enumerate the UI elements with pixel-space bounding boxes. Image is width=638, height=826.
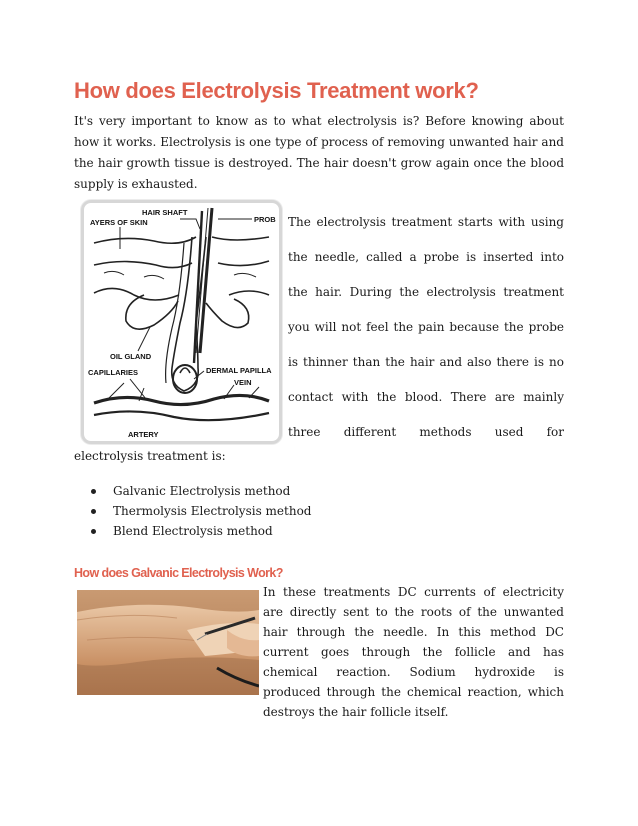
hair-follicle-illustration xyxy=(84,203,279,441)
label-vein: VEIN xyxy=(234,378,252,387)
arm-treatment-image xyxy=(77,590,259,695)
label-layers-of-skin: AYERS OF SKIN xyxy=(90,218,148,227)
side-line: you will not feel the pain because the probe xyxy=(288,320,564,334)
section-heading: How does Galvanic Electrolysis Work? xyxy=(74,566,283,580)
side-paragraph-continuation: electrolysis treatment is: xyxy=(74,449,226,463)
methods-list xyxy=(90,481,312,541)
label-capillaries: CAPILLARIES xyxy=(88,368,139,377)
side-line: the needle, called a probe is inserted into xyxy=(288,250,564,264)
list-item: Blend Electrolysis method xyxy=(90,521,312,541)
side-line: The electrolysis treatment starts with using xyxy=(288,215,564,229)
side-line: the hair. During the electrolysis treatment xyxy=(288,285,564,299)
side-paragraph xyxy=(288,205,564,450)
list-item: Thermolysis Electrolysis method xyxy=(90,501,312,521)
side-line: is thinner than the hair and also there is no xyxy=(288,355,564,369)
label-dermal-papilla: DERMAL PAPILLA xyxy=(206,366,272,375)
electrolysis-photo xyxy=(77,590,259,695)
side-line: contact with the blood. There are mainly xyxy=(288,390,564,404)
label-oil-gland: OIL GLAND xyxy=(110,352,152,361)
intro-paragraph: It's very important to know as to what electrolysis is? Before knowing about how it works. Electrolysis is one type of process of removing unwanted hair and the hair growth tissue is destroyed. The hair doesn't grow again once the blood supply is exhausted. xyxy=(74,114,564,191)
label-hair-shaft: HAIR SHAFT xyxy=(142,208,188,217)
side-line: three different methods used for xyxy=(288,425,564,439)
page-title: How does Electrolysis Treatment work? xyxy=(74,78,479,103)
label-probe: PROB xyxy=(254,215,276,224)
list-item: Galvanic Electrolysis method xyxy=(90,481,312,501)
hair-follicle-diagram xyxy=(81,200,282,444)
galvanic-paragraph: In these treatments DC currents of electricity are directly sent to the roots of the unwanted hair through the needle. In this method DC current goes through the follicle and has chemical reaction. Sodium hydroxide is produced through the chemical reaction, which destroys the hair follicle itself. xyxy=(263,585,564,719)
label-artery: ARTERY xyxy=(128,430,159,439)
